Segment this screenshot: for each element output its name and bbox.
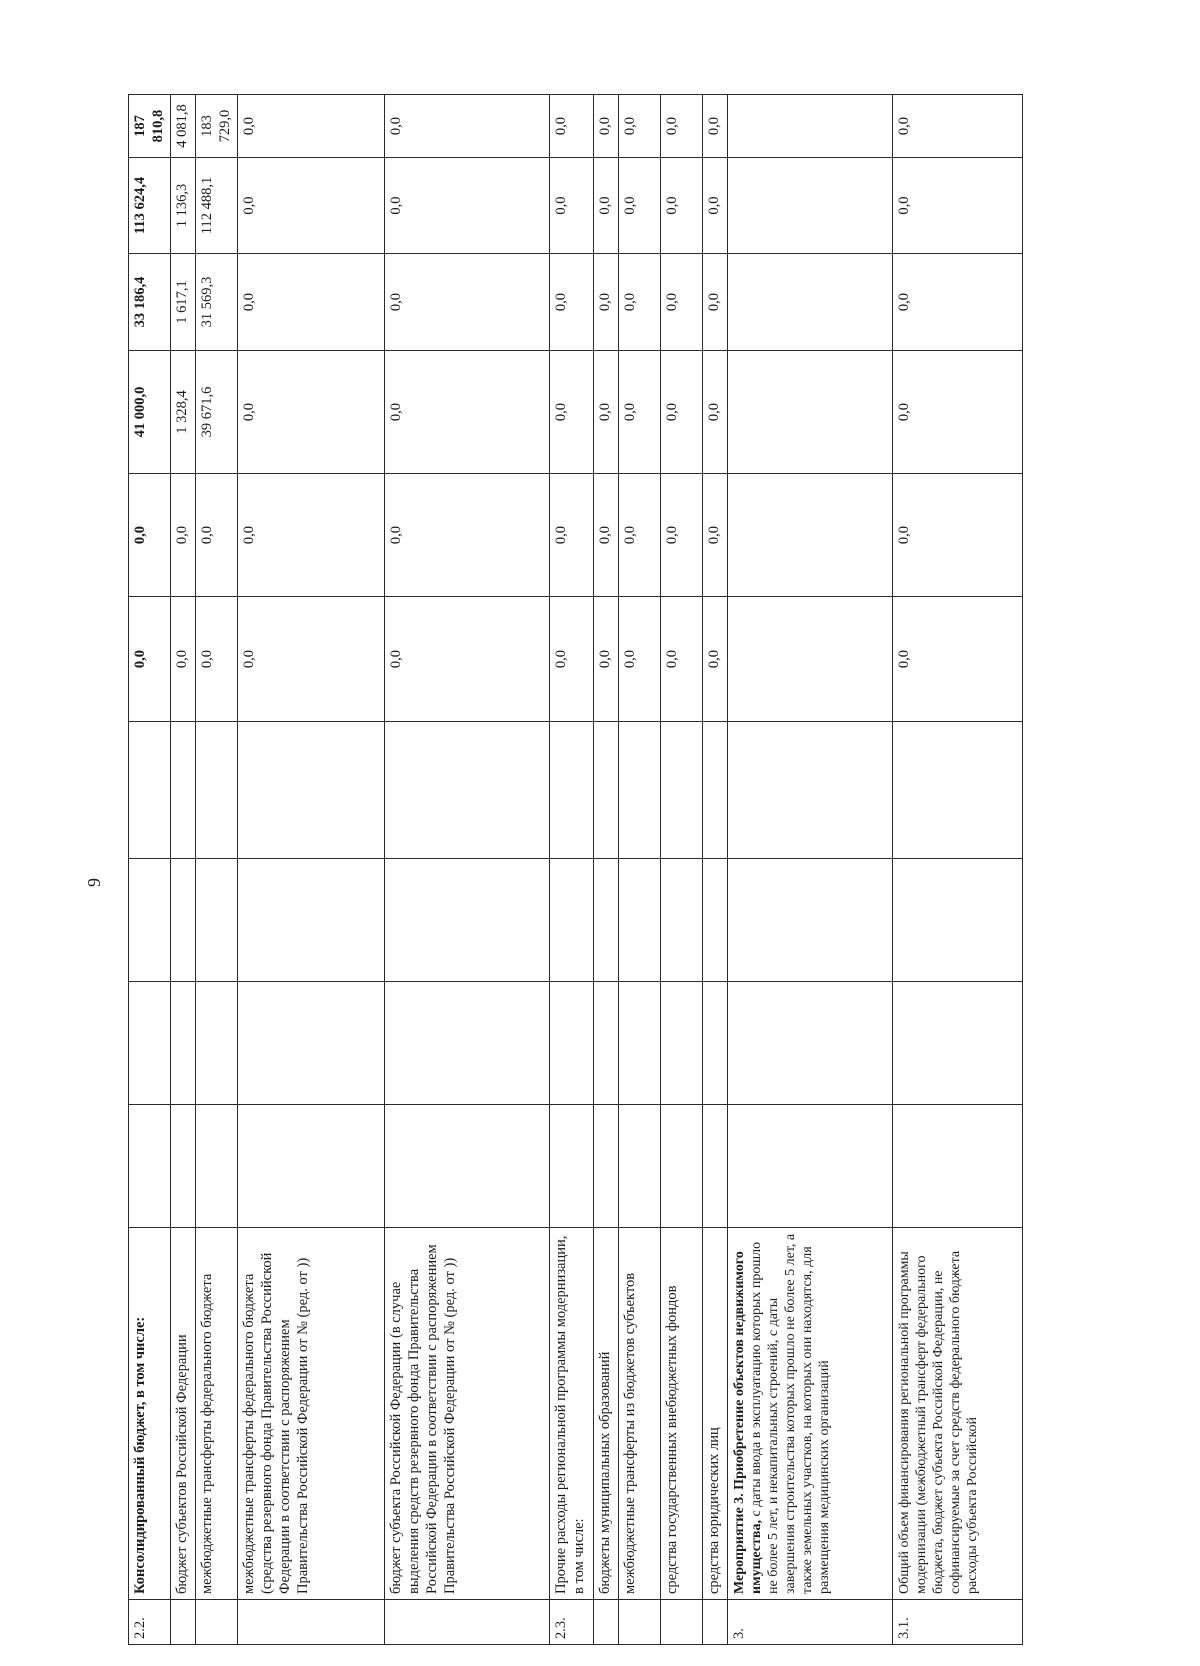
cell-value: 0,0 bbox=[238, 474, 385, 597]
cell-value: 0,0 bbox=[661, 95, 703, 158]
cell-value: 1 136,3 bbox=[171, 158, 196, 254]
table-row bbox=[550, 95, 594, 1645]
cell-value bbox=[727, 254, 892, 351]
cell-value: 0,0 bbox=[619, 351, 661, 474]
row-number bbox=[703, 1600, 728, 1645]
cell-value: 0,0 bbox=[594, 474, 619, 597]
cell-value: 0,0 bbox=[892, 95, 1022, 158]
row-label: Консолидированный бюджет, в том числе: bbox=[129, 1228, 171, 1600]
cell-value bbox=[727, 158, 892, 254]
cell-value: 0,0 bbox=[550, 474, 594, 597]
cell-value: 0,0 bbox=[892, 351, 1022, 474]
cell-value: 113 624,4 bbox=[129, 158, 171, 254]
row-number bbox=[594, 1600, 619, 1645]
row-number bbox=[171, 1600, 196, 1645]
cell-value: 0,0 bbox=[385, 95, 550, 158]
cell-value: 0,0 bbox=[171, 474, 196, 597]
cell-value: 0,0 bbox=[550, 158, 594, 254]
table-row bbox=[594, 95, 619, 1645]
cell-value: 0,0 bbox=[238, 158, 385, 254]
row-label: Прочие расходы региональной программы модернизации, в том числе: bbox=[550, 1228, 594, 1600]
table-row bbox=[171, 95, 196, 1645]
table-row bbox=[385, 95, 550, 1645]
row-label: межбюджетные трансферты федерального бюджета bbox=[196, 1228, 238, 1600]
row-label: межбюджетные трансферты федерального бюджета (средства резервного фонда Правительства Российской Федерации в соответствии с распоряжением Правительства Российской Федерации от № (ред. от )) bbox=[238, 1228, 385, 1600]
cell-value: 0,0 bbox=[594, 597, 619, 722]
row-number: 2.3. bbox=[550, 1600, 594, 1645]
cell-value: 0,0 bbox=[171, 597, 196, 722]
cell-value: 0,0 bbox=[619, 597, 661, 722]
cell-value: 0,0 bbox=[619, 95, 661, 158]
cell-value: 0,0 bbox=[703, 351, 728, 474]
cell-value: 0,0 bbox=[238, 351, 385, 474]
cell-value bbox=[727, 95, 892, 158]
row-label: Общий объем финансирования региональной программы модернизации (межбюджетный трансферт федерального бюджета, бюджет субъекта Российской Федерации, не софинансируемые за счет средств федерального бюджета расходы субъекта Российской bbox=[892, 1228, 1022, 1600]
cell-value: 0,0 bbox=[385, 474, 550, 597]
row-number: 2.2. bbox=[129, 1600, 171, 1645]
row-label: межбюджетные трансферты из бюджетов субъектов bbox=[619, 1228, 661, 1600]
cell-value: 0,0 bbox=[594, 351, 619, 474]
cell-value: 0,0 bbox=[661, 158, 703, 254]
row-label: средства государственных внебюджетных фондов bbox=[661, 1228, 703, 1600]
cell-value: 0,0 bbox=[703, 95, 728, 158]
rotated-table-container bbox=[128, 95, 1028, 1645]
cell-value: 0,0 bbox=[892, 254, 1022, 351]
cell-value: 4 081,8 bbox=[171, 95, 196, 158]
cell-value: 0,0 bbox=[385, 351, 550, 474]
table-row bbox=[196, 95, 238, 1645]
cell-value: 41 000,0 bbox=[129, 351, 171, 474]
cell-value: 0,0 bbox=[661, 597, 703, 722]
cell-value: 0,0 bbox=[892, 597, 1022, 722]
table-row bbox=[238, 95, 385, 1645]
cell-value: 0,0 bbox=[703, 254, 728, 351]
table-row bbox=[703, 95, 728, 1645]
row-label: средства юридических лиц bbox=[703, 1228, 728, 1600]
cell-value: 0,0 bbox=[238, 254, 385, 351]
cell-value: 0,0 bbox=[196, 474, 238, 597]
cell-value: 0,0 bbox=[661, 474, 703, 597]
cell-value: 0,0 bbox=[385, 158, 550, 254]
table-row bbox=[129, 95, 171, 1645]
cell-value: 0,0 bbox=[129, 474, 171, 597]
cell-value: 1 617,1 bbox=[171, 254, 196, 351]
cell-value: 31 569,3 bbox=[196, 254, 238, 351]
cell-value: 0,0 bbox=[550, 95, 594, 158]
cell-value: 0,0 bbox=[594, 158, 619, 254]
cell-value: 1 328,4 bbox=[171, 351, 196, 474]
row-label bbox=[727, 1228, 892, 1600]
row-label-rest: с даты ввода в эксплуатацию которых прошло не более 5 лет, и некапитальных строений, с даты завершения строительства которых прошло не более 5 лет, а также земельных участков, на которых они находятся, для размещения медицинских организаций bbox=[748, 1233, 833, 1594]
cell-value: 0,0 bbox=[385, 597, 550, 722]
cell-value: 0,0 bbox=[892, 158, 1022, 254]
cell-value: 0,0 bbox=[129, 597, 171, 722]
cell-value: 0,0 bbox=[550, 254, 594, 351]
cell-value: 112 488,1 bbox=[196, 158, 238, 254]
cell-value: 183 729,0 bbox=[196, 95, 238, 158]
cell-value: 0,0 bbox=[661, 254, 703, 351]
page-number: 9 bbox=[84, 878, 104, 887]
cell-value: 0,0 bbox=[619, 254, 661, 351]
cell-value: 0,0 bbox=[661, 351, 703, 474]
row-label: бюджет субъектов Российской Федерации bbox=[171, 1228, 196, 1600]
row-number: 3.1. bbox=[892, 1600, 1022, 1645]
cell-value bbox=[727, 474, 892, 597]
cell-value: 0,0 bbox=[550, 351, 594, 474]
row-label-bold: Мероприятие 3. Приобретение объектов недвижимого имущества, bbox=[731, 1251, 764, 1594]
cell-value: 39 671,6 bbox=[196, 351, 238, 474]
cell-value: 0,0 bbox=[594, 254, 619, 351]
cell-value: 0,0 bbox=[892, 474, 1022, 597]
row-number bbox=[385, 1600, 550, 1645]
row-label: бюджет субъекта Российской Федерации (в случае выделения средств резервного фонда Правительства Российской Федерации в соответствии с распоряжением Правительства Российской Федерации от № (ред. от )) bbox=[385, 1228, 550, 1600]
cell-value: 0,0 bbox=[619, 474, 661, 597]
cell-value: 33 186,4 bbox=[129, 254, 171, 351]
row-number bbox=[619, 1600, 661, 1645]
table-row bbox=[727, 95, 892, 1645]
row-number: 3. bbox=[727, 1600, 892, 1645]
row-label: бюджеты муниципальных образований bbox=[594, 1228, 619, 1600]
cell-value: 0,0 bbox=[703, 474, 728, 597]
cell-value: 0,0 bbox=[550, 597, 594, 722]
table-row bbox=[619, 95, 661, 1645]
cell-value: 187 810,8 bbox=[129, 95, 171, 158]
cell-value bbox=[727, 597, 892, 722]
row-number bbox=[661, 1600, 703, 1645]
cell-value: 0,0 bbox=[238, 597, 385, 722]
row-number bbox=[238, 1600, 385, 1645]
cell-value: 0,0 bbox=[703, 597, 728, 722]
cell-value: 0,0 bbox=[594, 95, 619, 158]
table-row bbox=[661, 95, 703, 1645]
cell-value: 0,0 bbox=[238, 95, 385, 158]
cell-value: 0,0 bbox=[703, 158, 728, 254]
cell-value: 0,0 bbox=[385, 254, 550, 351]
table-row bbox=[892, 95, 1022, 1645]
row-number bbox=[196, 1600, 238, 1645]
cell-value bbox=[727, 351, 892, 474]
cell-value: 0,0 bbox=[196, 597, 238, 722]
cell-value: 0,0 bbox=[619, 158, 661, 254]
financing-table bbox=[128, 94, 1023, 1645]
